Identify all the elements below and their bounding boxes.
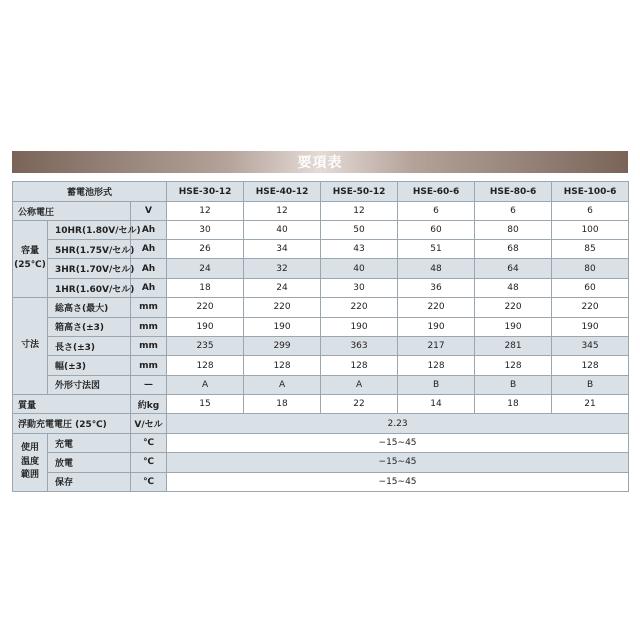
- value-cell: 34: [244, 240, 321, 259]
- value-cell: 190: [552, 317, 629, 336]
- value-cell: 220: [552, 298, 629, 317]
- value-cell: 68: [475, 240, 552, 259]
- value-cell: 6: [475, 202, 552, 220]
- unit-cell: mm: [131, 298, 167, 317]
- capacity-row: [13, 220, 629, 239]
- value-cell: 220: [244, 298, 321, 317]
- value-cell: 190: [398, 317, 475, 336]
- value-cell: 48: [398, 259, 475, 278]
- temp-range-group-label: [13, 433, 48, 491]
- capacity-group-title: 容量: [20, 246, 39, 257]
- value-cell: 12: [244, 202, 321, 220]
- model-header: HSE-50-12: [321, 182, 398, 202]
- title-banner: [12, 151, 628, 173]
- capacity-row: [13, 278, 629, 297]
- unit-cell: mm: [131, 356, 167, 375]
- value-cell: 21: [552, 395, 629, 414]
- value-cell: 190: [321, 317, 398, 336]
- value-cell: 128: [167, 356, 244, 375]
- value-cell: 6: [552, 202, 629, 220]
- temp-range-row: [13, 433, 629, 452]
- model-header: HSE-40-12: [244, 182, 321, 202]
- value-cell: 128: [398, 356, 475, 375]
- dimension-label: 長さ(±3): [48, 336, 131, 355]
- unit-cell: mm: [131, 336, 167, 355]
- capacity-row: [13, 240, 629, 259]
- value-cell: B: [552, 375, 629, 394]
- value-cell: A: [244, 375, 321, 394]
- value-cell: 190: [475, 317, 552, 336]
- dimension-label: 外形寸法図: [48, 375, 131, 394]
- value-cell: 18: [167, 278, 244, 297]
- temp-label: 保存: [48, 472, 131, 491]
- float-voltage-label: 浮動充電電圧 (25℃): [13, 414, 131, 433]
- header-row: [13, 182, 629, 202]
- capacity-group-label: [13, 220, 48, 298]
- dimension-label: 総高さ(最大): [48, 298, 131, 317]
- value-cell: 40: [321, 259, 398, 278]
- model-header: HSE-60-6: [398, 182, 475, 202]
- value-cell: 14: [398, 395, 475, 414]
- float-voltage-row: [13, 414, 629, 433]
- float-voltage-value: 2.23: [167, 414, 629, 433]
- value-cell: B: [475, 375, 552, 394]
- value-cell: 281: [475, 336, 552, 355]
- value-cell: 128: [475, 356, 552, 375]
- mass-label: 質量: [13, 395, 131, 414]
- value-cell: 235: [167, 336, 244, 355]
- value-cell: 24: [167, 259, 244, 278]
- value-cell: 299: [244, 336, 321, 355]
- temp-range-row: [13, 472, 629, 491]
- value-cell: A: [167, 375, 244, 394]
- value-cell: 128: [244, 356, 321, 375]
- value-cell: 64: [475, 259, 552, 278]
- model-header: HSE-80-6: [475, 182, 552, 202]
- value-cell: B: [398, 375, 475, 394]
- unit-cell: ℃: [131, 453, 167, 472]
- value-cell: 18: [244, 395, 321, 414]
- temp-value: −15∼45: [167, 433, 629, 452]
- value-cell: 26: [167, 240, 244, 259]
- dimension-row: [13, 298, 629, 317]
- model-header: HSE-30-12: [167, 182, 244, 202]
- value-cell: 30: [167, 220, 244, 239]
- value-cell: 18: [475, 395, 552, 414]
- unit-cell: Ah: [131, 220, 167, 239]
- value-cell: 6: [398, 202, 475, 220]
- temp-range-row: [13, 453, 629, 472]
- value-cell: 190: [167, 317, 244, 336]
- page-title: 要項表: [297, 155, 343, 171]
- value-cell: 220: [398, 298, 475, 317]
- unit-cell: Ah: [131, 240, 167, 259]
- value-cell: 24: [244, 278, 321, 297]
- unit-cell: V/セル: [131, 414, 167, 433]
- value-cell: 363: [321, 336, 398, 355]
- dimension-label: 箱高さ(±3): [48, 317, 131, 336]
- voltage-label: 公称電圧: [13, 202, 131, 220]
- temp-label: 充電: [48, 433, 131, 452]
- capacity-label: 3HR(1.70V/セル): [48, 259, 131, 278]
- value-cell: 30: [321, 278, 398, 297]
- temp-group-line: 温度: [20, 456, 39, 467]
- value-cell: 220: [475, 298, 552, 317]
- unit-cell: 約kg: [131, 395, 167, 414]
- unit-cell: mm: [131, 317, 167, 336]
- value-cell: 60: [552, 278, 629, 297]
- value-cell: 32: [244, 259, 321, 278]
- temp-group-line: 範囲: [20, 470, 39, 481]
- value-cell: 85: [552, 240, 629, 259]
- dimension-label: 幅(±3): [48, 356, 131, 375]
- capacity-label: 10HR(1.80V/セル): [48, 220, 131, 239]
- unit-cell: Ah: [131, 278, 167, 297]
- unit-cell: Ah: [131, 259, 167, 278]
- dimension-row: [13, 317, 629, 336]
- value-cell: 36: [398, 278, 475, 297]
- dimensions-group-label: 寸法: [13, 298, 48, 395]
- mass-row: [13, 395, 629, 414]
- value-cell: 100: [552, 220, 629, 239]
- value-cell: 128: [321, 356, 398, 375]
- capacity-group-note: (25℃): [14, 259, 46, 270]
- value-cell: 345: [552, 336, 629, 355]
- spec-table: [12, 181, 629, 492]
- model-header: HSE-100-6: [552, 182, 629, 202]
- value-cell: 80: [475, 220, 552, 239]
- value-cell: 40: [244, 220, 321, 239]
- capacity-label: 1HR(1.60V/セル): [48, 278, 131, 297]
- value-cell: 190: [244, 317, 321, 336]
- value-cell: 60: [398, 220, 475, 239]
- value-cell: 43: [321, 240, 398, 259]
- value-cell: 217: [398, 336, 475, 355]
- capacity-row: [13, 259, 629, 278]
- temp-group-line: 使用: [20, 443, 39, 454]
- unit-cell: —: [131, 375, 167, 394]
- type-label: 蓄電池形式: [13, 182, 167, 202]
- temp-value: −15∼45: [167, 472, 629, 491]
- dimension-row: [13, 356, 629, 375]
- value-cell: 50: [321, 220, 398, 239]
- value-cell: 128: [552, 356, 629, 375]
- value-cell: 220: [167, 298, 244, 317]
- value-cell: 12: [321, 202, 398, 220]
- value-cell: 51: [398, 240, 475, 259]
- temp-label: 放電: [48, 453, 131, 472]
- unit-cell: ℃: [131, 433, 167, 452]
- value-cell: 12: [167, 202, 244, 220]
- value-cell: 220: [321, 298, 398, 317]
- value-cell: A: [321, 375, 398, 394]
- value-cell: 48: [475, 278, 552, 297]
- dimension-row: [13, 375, 629, 394]
- dimension-row: [13, 336, 629, 355]
- value-cell: 22: [321, 395, 398, 414]
- unit-cell: V: [131, 202, 167, 220]
- unit-cell: ℃: [131, 472, 167, 491]
- temp-value: −15∼45: [167, 453, 629, 472]
- capacity-label: 5HR(1.75V/セル): [48, 240, 131, 259]
- voltage-row: [13, 202, 629, 220]
- value-cell: 15: [167, 395, 244, 414]
- value-cell: 80: [552, 259, 629, 278]
